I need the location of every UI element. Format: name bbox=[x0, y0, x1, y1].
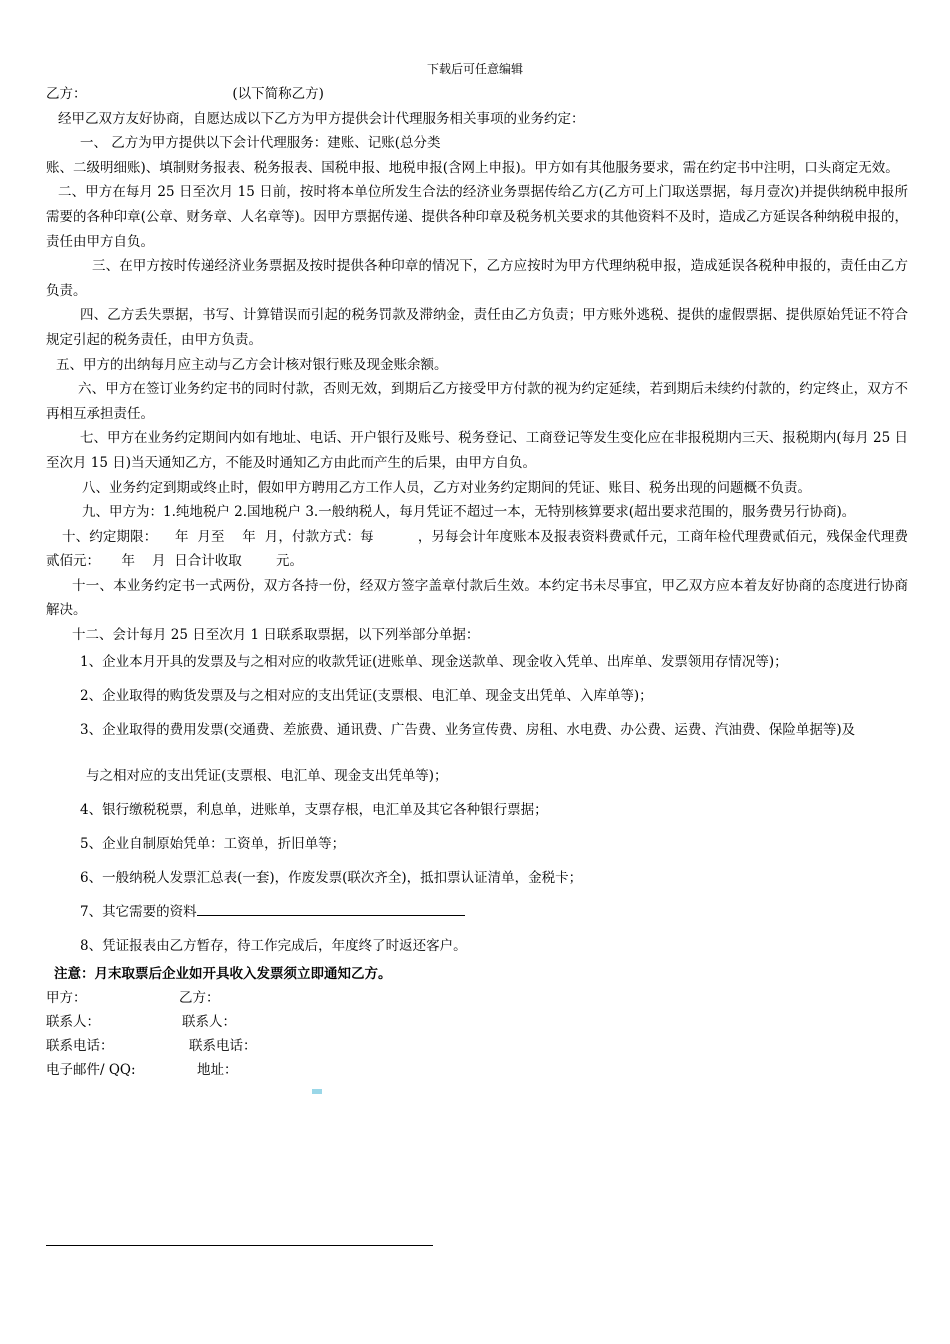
contract-body bbox=[46, 82, 908, 1082]
clause-8: 八、业务约定到期或终止时，假如甲方聘用乙方工作人员，乙方对业务约定期间的凭证、账目、税务出现的问题概不负责。 bbox=[82, 479, 811, 496]
list-item-2: 2、企业取得的购货发票及与之相对应的支出凭证(支票根、电汇单、现金支出凭单、入库单等)； bbox=[80, 687, 653, 704]
clause-1-line-1: 一、 乙方为甲方提供以下会计代理服务：建账、记账(总分类 bbox=[80, 135, 441, 152]
notice-text: 注意：月末取票后企业如开具收入发票须立即通知乙方。 bbox=[54, 965, 392, 982]
page-header: 下载后可任意编辑 bbox=[426, 62, 523, 76]
party-b-label: 乙方： bbox=[179, 990, 220, 1007]
address-b-label: 地址： bbox=[197, 1062, 238, 1079]
highlight-mark bbox=[312, 1089, 322, 1094]
clause-12: 十二、会计每月 25 日至次月 1 日联系取票据，以下列举部分单据： bbox=[72, 627, 480, 644]
signature-row-phones bbox=[46, 1034, 908, 1058]
clause-4: 四、乙方丢失票据，书写、计算错误而引起的税务罚款及滞纳金，责任由乙方负责；甲方账外逃税、提供的虚假票据、提供原始凭证不符合规定引起的税务责任，由甲方负责。 bbox=[46, 307, 908, 348]
clause-1-line-2: 账、二级明细账)、填制财务报表、税务报表、国税申报、地税申报(含网上申报)。甲方如有其他服务要求，需在约定书中注明，口头商定无效。 bbox=[46, 159, 899, 176]
list-item-6: 6、一般纳税人发票汇总表(一套)，作废发票(联次齐全)，抵扣票认证清单，金税卡； bbox=[80, 869, 583, 886]
party-b-line: 乙方： (以下简称乙方) bbox=[46, 86, 324, 102]
clause-9: 九、甲方为：1.纯地税户 2.国地税户 3.一般纳税人，每月凭证不超过一本，无特别核算要求(超出要求范围的，服务费另行协商)。 bbox=[82, 504, 856, 521]
phone-b-label: 联系电话： bbox=[189, 1038, 257, 1055]
list-item-4: 4、银行缴税税票，利息单，进账单，支票存根，电汇单及其它各种银行票据； bbox=[80, 801, 548, 818]
clause-11: 十一、本业务约定书一式两份，双方各持一份，经双方签字盖章付款后生效。本约定书未尽事宜，甲乙双方应本着友好协商的态度进行协商解决。 bbox=[46, 577, 908, 619]
clause-2: 二、甲方在每月 25 日至次月 15 日前，按时将本单位所发生合法的经济业务票据传给乙方(乙方可上门取送票据，每月壹次)并提供纳税申报所需要的各种印章(公章、财务章、人名章等)。因甲方票据传递、提供各种印章及税务机关要求的其他资料不及时，造成乙方延误各种纳税申报的，责任由甲方自负。 bbox=[46, 184, 908, 250]
clause-6: 六、甲方在签订业务约定书的同时付款，否则无效，到期后乙方接受甲方付款的视为约定延续，若到期后未续约付款的，约定终止，双方不再相互承担责任。 bbox=[46, 381, 908, 422]
footer-divider-line bbox=[46, 1245, 433, 1246]
list-item-7-text: 7、其它需要的资料 bbox=[80, 903, 197, 920]
list-item-5: 5、企业自制原始凭单：工资单，折旧单等； bbox=[80, 835, 346, 852]
phone-a-label: 联系电话： bbox=[46, 1038, 114, 1055]
clause-3: 三、在甲方按时传递经济业务票据及按时提供各种印章的情况下，乙方应按时为甲方代理纳税申报，造成延误各税种申报的，责任由乙方负责。 bbox=[46, 258, 908, 299]
blank-line bbox=[197, 901, 465, 916]
signature-row-parties bbox=[46, 986, 908, 1010]
list-item-7 bbox=[46, 900, 908, 924]
email-a-label: 电子邮件/ QQ: bbox=[46, 1062, 136, 1079]
clause-10: 十、约定期限： 年 月至 年 月，付款方式：每 ，另每会计年度账本及报表资料费贰仟元，工商年检代理费贰佰元，残保金代理费贰佰元： 年 月 日合计收取 元。 bbox=[46, 528, 908, 570]
contact-b-label: 联系人： bbox=[182, 1014, 236, 1031]
list-item-3-continued: 与之相对应的支出凭证(支票根、电汇单、现金支出凭单等)； bbox=[86, 767, 448, 784]
contact-a-label: 联系人： bbox=[46, 1014, 100, 1031]
list-item-3: 3、企业取得的费用发票(交通费、差旅费、通讯费、广告费、业务宣传费、房租、水电费、办公费、运费、汽油费、保险单据等)及 bbox=[80, 721, 856, 738]
clause-7: 七、甲方在业务约定期间内如有地址、电话、开户银行及账号、税务登记、工商登记等发生变化应在非报税期内三天、报税期内(每月 25 日至次月 15 日)当天通知乙方，不能及时通知乙方由此而产生的后果，由甲方自负。 bbox=[46, 430, 908, 471]
list-item-8: 8、凭证报表由乙方暂存，待工作完成后，年度终了时返还客户。 bbox=[80, 937, 467, 954]
signature-row-contacts bbox=[46, 1010, 908, 1034]
signature-row-email-address bbox=[46, 1058, 908, 1082]
party-a-label: 甲方： bbox=[46, 990, 87, 1007]
list-item-1: 1、企业本月开具的发票及与之相对应的收款凭证(进账单、现金送款单、现金收入凭单、出库单、发票领用存情况等)； bbox=[80, 653, 788, 670]
clause-5: 五、甲方的出纳每月应主动与乙方会计核对银行账及现金账余额。 bbox=[56, 356, 448, 373]
intro-paragraph: 经甲乙双方友好协商，自愿达成以下乙方为甲方提供会计代理服务相关事项的业务约定： bbox=[58, 110, 585, 127]
